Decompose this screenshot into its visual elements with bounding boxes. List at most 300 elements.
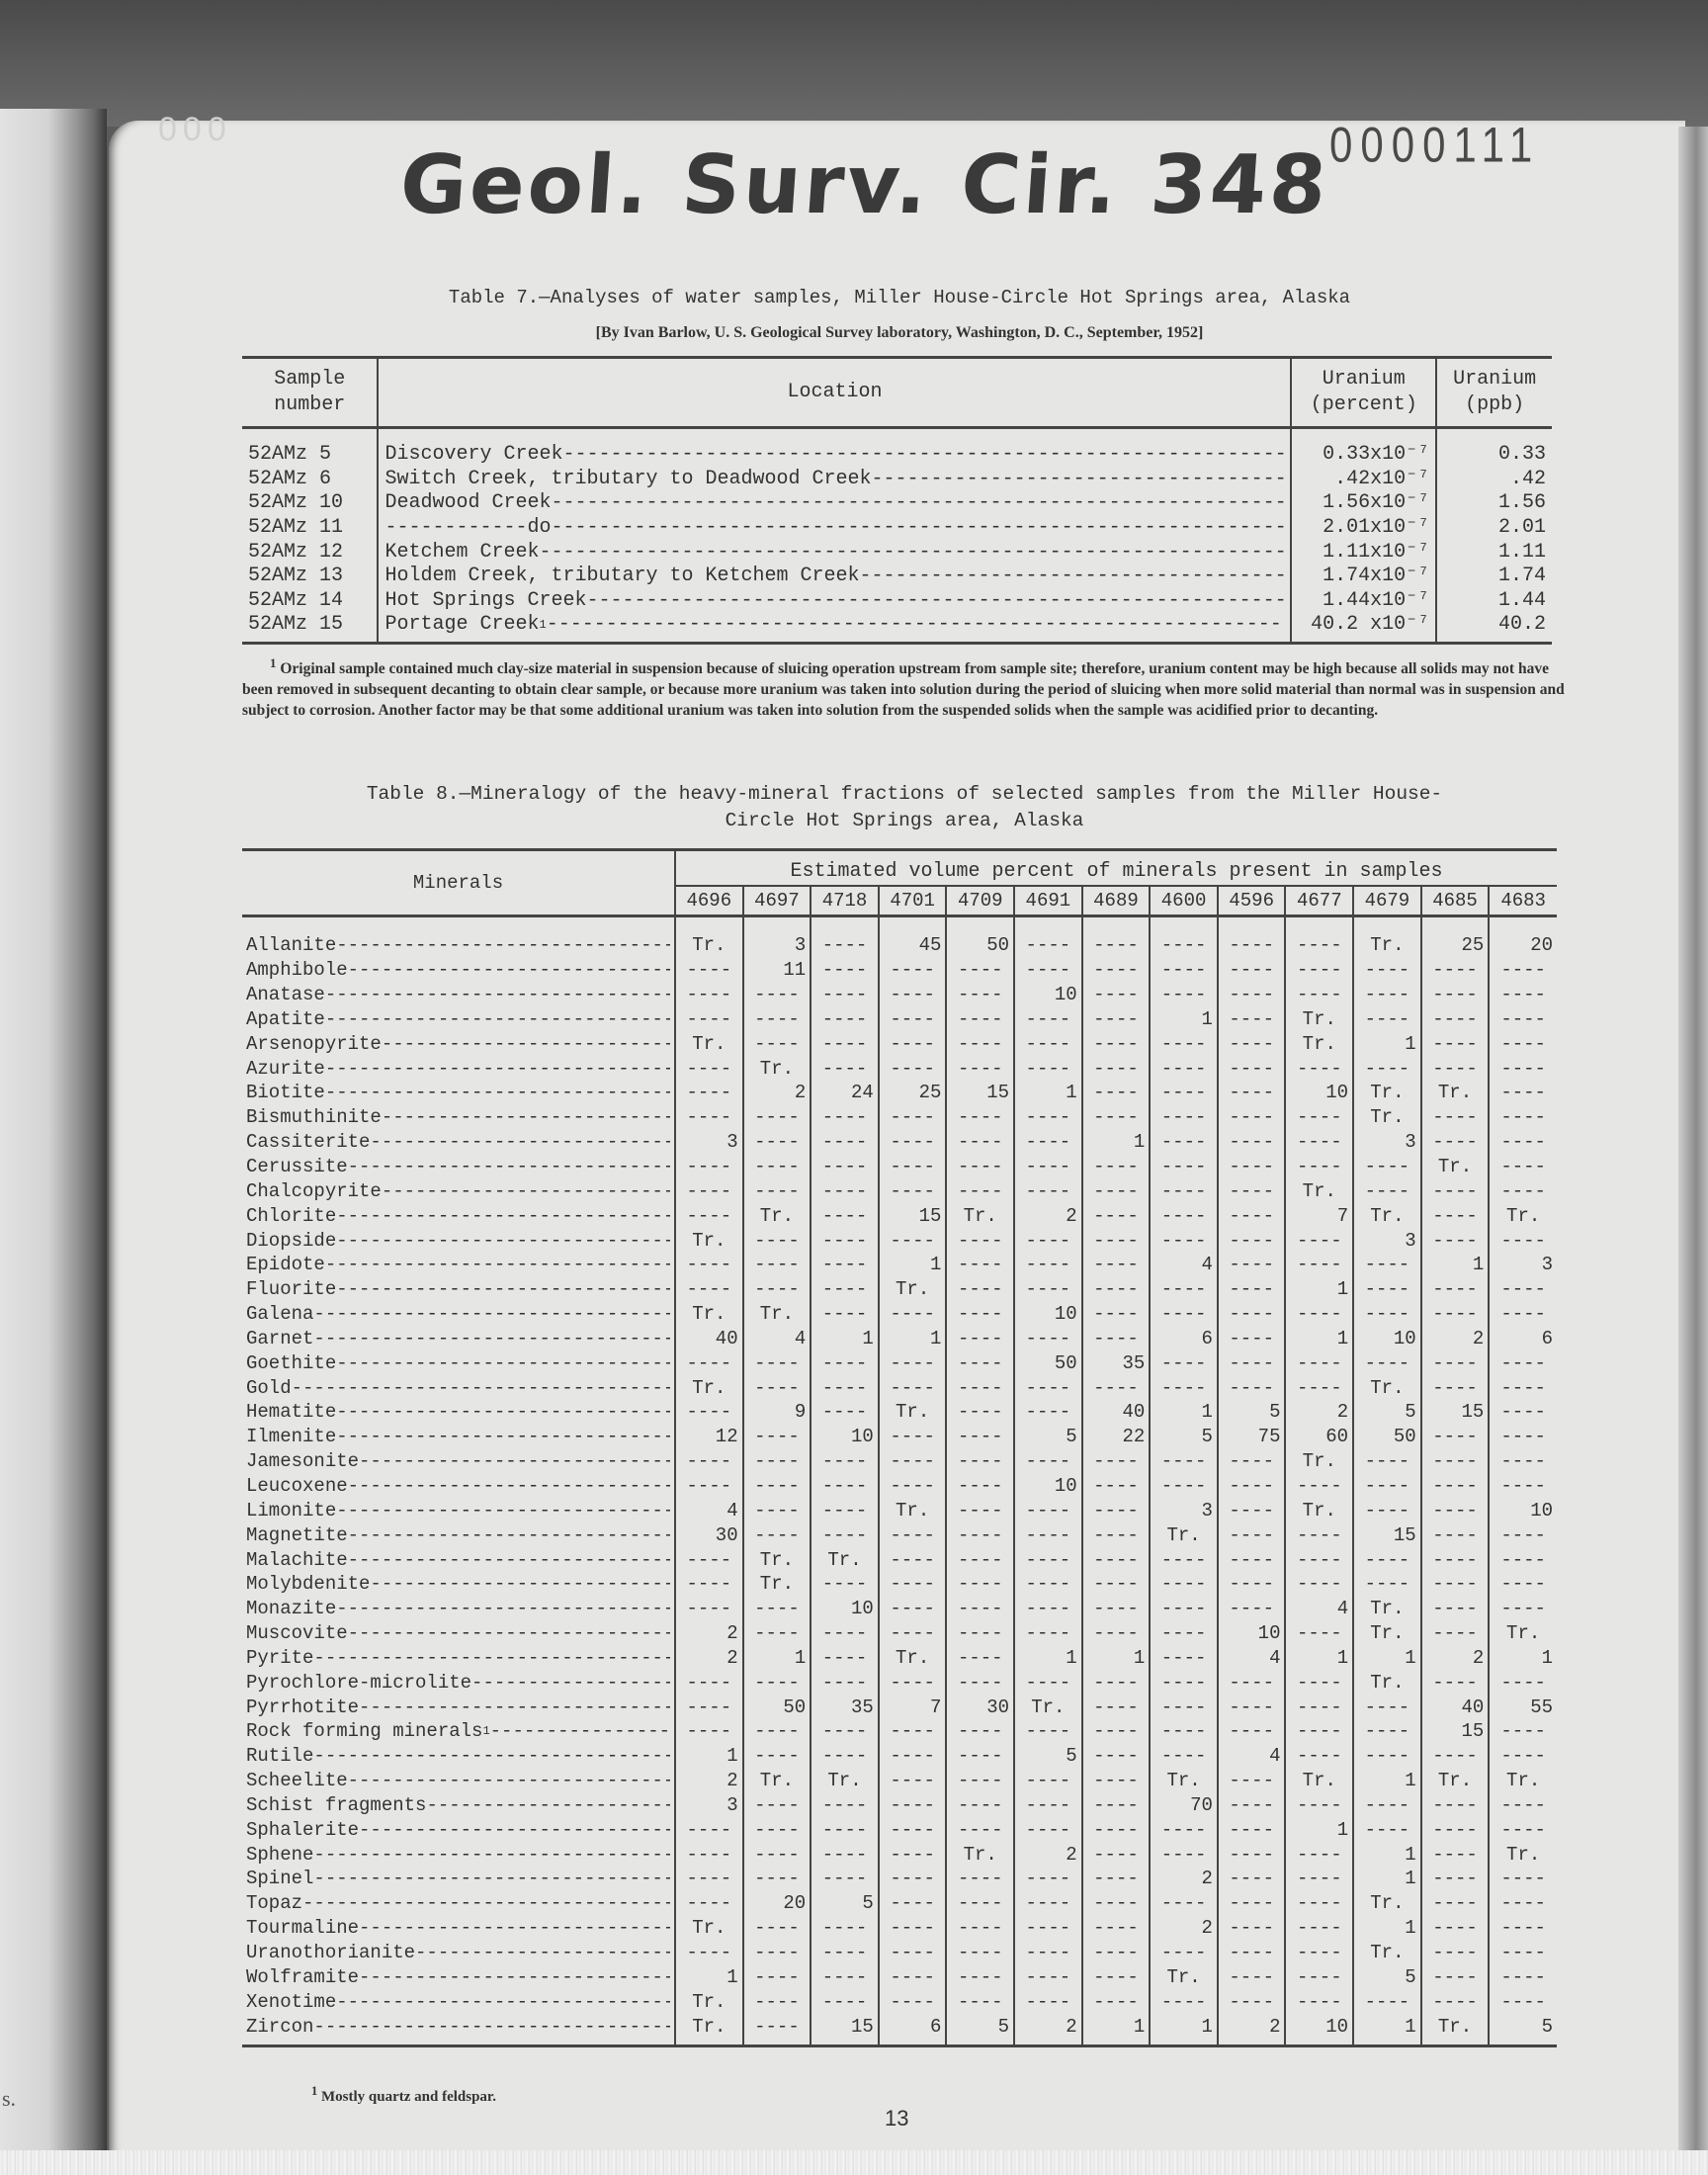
table7-row — [242, 540, 1552, 565]
uranium-percent-cell: 40.2 x10⁻⁷ — [1291, 613, 1436, 643]
volume-percent-cell: ---- — [1421, 1522, 1490, 1547]
mineral-name: Chlorite — [246, 1204, 337, 1227]
volume-percent-cell: 12 — [675, 1425, 743, 1449]
volume-percent-cell: ---- — [1014, 1817, 1082, 1842]
mineral-row — [242, 1867, 1557, 1891]
table8-title — [242, 781, 1567, 834]
volume-percent-cell: ---- — [1353, 1007, 1421, 1032]
volume-percent-cell: ---- — [946, 1817, 1014, 1842]
volume-percent-cell: ---- — [879, 1547, 947, 1572]
volume-percent-cell: Tr. — [1353, 1621, 1421, 1646]
volume-percent-cell: ---- — [743, 1105, 811, 1130]
sample-id-header: 4683 — [1489, 886, 1557, 916]
volume-percent-cell: ---- — [1082, 983, 1151, 1007]
volume-percent-cell: ---- — [675, 983, 743, 1007]
volume-percent-cell: 3 — [1489, 1253, 1557, 1277]
volume-percent-cell: ---- — [743, 1964, 811, 1989]
volume-percent-cell: ---- — [1489, 983, 1557, 1007]
volume-percent-cell: Tr. — [675, 1916, 743, 1941]
volume-percent-cell: 5 — [1353, 1964, 1421, 1989]
volume-percent-cell: ---- — [879, 1597, 947, 1621]
volume-percent-cell: ---- — [1150, 1081, 1218, 1105]
volume-percent-cell: ---- — [1082, 1941, 1151, 1965]
volume-percent-cell: ---- — [946, 1769, 1014, 1793]
volume-percent-cell: ---- — [675, 958, 743, 983]
volume-percent-cell: ---- — [1014, 916, 1082, 958]
volume-percent-cell: ---- — [1014, 1941, 1082, 1965]
volume-percent-cell: ---- — [1489, 1031, 1557, 1056]
volume-percent-cell: 10 — [1014, 983, 1082, 1007]
uranium-ppb-cell: 1.74 — [1436, 565, 1552, 589]
mineral-name: Gold — [246, 1376, 292, 1399]
location-text: ------------do — [384, 516, 552, 540]
volume-percent-cell: ---- — [946, 1155, 1014, 1179]
volume-percent-cell: 10 — [1489, 1498, 1557, 1522]
sample-number-cell: 52AMz 13 — [248, 565, 344, 588]
leader-dots — [325, 983, 670, 1006]
mineral-name-cell — [242, 1130, 675, 1155]
volume-percent-cell: ---- — [811, 1621, 879, 1646]
volume-percent-cell: ---- — [675, 1842, 743, 1867]
volume-percent-cell: ---- — [1218, 1597, 1286, 1621]
volume-percent-cell: ---- — [811, 1178, 879, 1203]
volume-percent-cell: ---- — [1489, 1670, 1557, 1695]
volume-percent-cell: ---- — [946, 1350, 1014, 1375]
volume-percent-cell: ---- — [1489, 1425, 1557, 1449]
volume-percent-cell: ---- — [1421, 1891, 1490, 1916]
volume-percent-cell: ---- — [1014, 1178, 1082, 1203]
mineral-name: Muscovite — [246, 1622, 348, 1645]
volume-percent-cell: 10 — [1285, 1081, 1353, 1105]
volume-percent-cell: ---- — [1014, 1547, 1082, 1572]
volume-percent-cell: ---- — [1014, 1989, 1082, 2014]
volume-percent-cell: ---- — [1218, 1178, 1286, 1203]
volume-percent-cell: ---- — [1150, 1474, 1218, 1499]
volume-percent-cell: ---- — [1150, 1228, 1218, 1253]
volume-percent-cell: ---- — [1285, 1228, 1353, 1253]
mineral-row — [242, 1130, 1557, 1155]
volume-percent-cell: Tr. — [1489, 1621, 1557, 1646]
mineral-row — [242, 1031, 1557, 1056]
volume-percent-cell: ---- — [1150, 983, 1218, 1007]
mineral-name: Xenotime — [246, 1990, 337, 2013]
volume-percent-cell: ---- — [1082, 1867, 1151, 1891]
mineral-name: Sphalerite — [246, 1818, 360, 1841]
leader-dots — [313, 2015, 670, 2039]
volume-percent-cell: 1 — [1285, 1817, 1353, 1842]
mineral-name: Epidote — [246, 1254, 325, 1276]
volume-percent-cell: ---- — [1150, 1056, 1218, 1081]
volume-percent-cell: 15 — [1353, 1522, 1421, 1547]
volume-percent-cell: ---- — [1218, 1375, 1286, 1400]
volume-percent-cell: ---- — [1353, 958, 1421, 983]
volume-percent-cell: Tr. — [675, 2014, 743, 2045]
volume-percent-cell: ---- — [946, 1007, 1014, 1032]
volume-percent-cell: ---- — [1218, 1105, 1286, 1130]
location-cell — [378, 468, 1291, 492]
volume-percent-cell: ---- — [675, 1178, 743, 1203]
volume-percent-cell: ---- — [811, 1941, 879, 1965]
volume-percent-cell: 1 — [1014, 1645, 1082, 1670]
volume-percent-cell: 1 — [1082, 1645, 1151, 1670]
mineral-name: Schist fragments — [246, 1793, 427, 1816]
volume-percent-cell: ---- — [1285, 1941, 1353, 1965]
volume-percent-cell: ---- — [675, 1056, 743, 1081]
volume-percent-cell: ---- — [1285, 1547, 1353, 1572]
volume-percent-cell: ---- — [1353, 1744, 1421, 1769]
volume-percent-cell: ---- — [811, 1572, 879, 1597]
mineral-name-cell — [242, 1056, 675, 1081]
volume-percent-cell: ---- — [879, 1449, 947, 1474]
leader-dots — [562, 443, 1284, 467]
mineral-name-cell — [242, 1498, 675, 1522]
volume-percent-cell: Tr. — [1353, 1891, 1421, 1916]
volume-percent-cell: ---- — [946, 1474, 1014, 1499]
mineral-row — [242, 1670, 1557, 1695]
volume-percent-cell: ---- — [1489, 1941, 1557, 1965]
volume-percent-cell: ---- — [1421, 1597, 1490, 1621]
volume-percent-cell: ---- — [879, 983, 947, 1007]
volume-percent-cell: ---- — [879, 1867, 947, 1891]
volume-percent-cell: 24 — [811, 1081, 879, 1105]
volume-percent-cell: Tr. — [1285, 1449, 1353, 1474]
mineral-name: Biotite — [246, 1082, 325, 1104]
volume-percent-cell: ---- — [1489, 1989, 1557, 2014]
scan-background-bottom — [0, 2150, 1708, 2175]
volume-percent-cell: ---- — [1489, 1375, 1557, 1400]
footnote-marker: 1 — [311, 2084, 318, 2098]
volume-percent-cell: ---- — [1218, 1081, 1286, 1105]
volume-percent-cell: ---- — [1082, 1964, 1151, 1989]
mineral-name: Galena — [246, 1303, 314, 1326]
sample-number-cell: 52AMz 14 — [248, 588, 344, 612]
volume-percent-cell: ---- — [879, 1155, 947, 1179]
table7-row — [242, 516, 1552, 541]
volume-percent-cell: 2 — [1014, 1842, 1082, 1867]
volume-percent-cell: Tr. — [675, 1031, 743, 1056]
volume-percent-cell: ---- — [1285, 1867, 1353, 1891]
volume-percent-cell: ---- — [1218, 1350, 1286, 1375]
volume-percent-cell: 1 — [1082, 1130, 1151, 1155]
volume-percent-cell: ---- — [675, 1597, 743, 1621]
volume-percent-cell: 3 — [743, 916, 811, 958]
volume-percent-cell: 22 — [1082, 1425, 1151, 1449]
uranium-ppb-cell: 40.2 — [1436, 613, 1552, 643]
mineral-name-cell — [242, 1769, 675, 1793]
volume-percent-cell: 1 — [743, 1645, 811, 1670]
volume-percent-cell: ---- — [1285, 1916, 1353, 1941]
volume-percent-cell: ---- — [879, 1375, 947, 1400]
volume-percent-cell: Tr. — [1150, 1522, 1218, 1547]
volume-percent-cell: ---- — [675, 1474, 743, 1499]
volume-percent-cell: ---- — [946, 983, 1014, 1007]
table7-body — [242, 428, 1552, 644]
volume-percent-cell: ---- — [811, 1031, 879, 1056]
volume-percent-cell: ---- — [1489, 1178, 1557, 1203]
volume-percent-cell: ---- — [1285, 1670, 1353, 1695]
mineral-row — [242, 1277, 1557, 1302]
volume-percent-cell: 6 — [1150, 1327, 1218, 1351]
leader-dots — [359, 1916, 670, 1940]
sample-id-header: 4685 — [1421, 886, 1490, 916]
footnote-text: Mostly quartz and feldspar. — [321, 2089, 496, 2105]
volume-percent-cell: ---- — [811, 1522, 879, 1547]
mineral-row — [242, 1989, 1557, 2014]
volume-percent-cell: ---- — [743, 1350, 811, 1375]
leader-dots — [490, 1719, 670, 1743]
volume-percent-cell: ---- — [1014, 1597, 1082, 1621]
sample-id-header: 4691 — [1014, 886, 1082, 916]
volume-percent-cell: ---- — [879, 958, 947, 983]
volume-percent-cell: Tr. — [1489, 1842, 1557, 1867]
volume-percent-cell: ---- — [946, 1916, 1014, 1941]
leader-dots — [325, 1007, 670, 1031]
sample-id-header: 4677 — [1285, 886, 1353, 916]
volume-percent-cell: ---- — [1014, 958, 1082, 983]
leader-dots — [370, 1130, 670, 1154]
volume-percent-cell: 1 — [1150, 1007, 1218, 1032]
volume-percent-cell: ---- — [675, 1350, 743, 1375]
leader-dots — [325, 1057, 670, 1081]
volume-percent-cell: 1 — [1082, 2014, 1151, 2045]
volume-percent-cell: ---- — [1218, 1155, 1286, 1179]
volume-percent-cell: ---- — [743, 1253, 811, 1277]
mineral-row — [242, 1155, 1557, 1179]
volume-percent-cell: 2 — [1014, 1203, 1082, 1228]
volume-percent-cell: ---- — [1150, 1621, 1218, 1646]
location-cell — [378, 540, 1291, 565]
volume-percent-cell: ---- — [879, 1964, 947, 1989]
volume-percent-cell: ---- — [1489, 1719, 1557, 1744]
mineral-name: Rock forming minerals — [246, 1720, 483, 1743]
volume-percent-cell: ---- — [1082, 1277, 1151, 1302]
leader-dots — [313, 1646, 670, 1670]
volume-percent-cell: ---- — [1150, 1178, 1218, 1203]
volume-percent-cell: ---- — [1421, 1178, 1490, 1203]
volume-percent-cell: 4 — [743, 1327, 811, 1351]
volume-percent-cell: 1 — [1353, 1031, 1421, 1056]
leader-dots — [359, 1818, 670, 1842]
footnote-ref: 1 — [539, 618, 547, 633]
volume-percent-cell: ---- — [879, 1769, 947, 1793]
volume-percent-cell: ---- — [946, 958, 1014, 983]
volume-percent-cell: ---- — [1082, 1203, 1151, 1228]
volume-percent-cell: Tr. — [946, 1203, 1014, 1228]
volume-percent-cell: ---- — [1150, 958, 1218, 983]
mineral-name: Tourmaline — [246, 1917, 360, 1940]
volume-percent-cell: ---- — [1353, 1572, 1421, 1597]
mineral-name: Apatite — [246, 1007, 325, 1030]
volume-percent-cell: ---- — [743, 983, 811, 1007]
mineral-row — [242, 1350, 1557, 1375]
mineral-row — [242, 2014, 1557, 2045]
volume-percent-cell: 2 — [1150, 1916, 1218, 1941]
volume-percent-cell: ---- — [1285, 1793, 1353, 1818]
mineral-name-cell — [242, 1105, 675, 1130]
volume-percent-cell: ---- — [675, 1941, 743, 1965]
table7-row — [242, 491, 1552, 516]
volume-percent-cell: ---- — [675, 1695, 743, 1719]
mineral-name-cell — [242, 1719, 675, 1744]
table7-row — [242, 613, 1552, 643]
volume-percent-cell: ---- — [811, 1817, 879, 1842]
volume-percent-cell: ---- — [946, 1253, 1014, 1277]
leader-dots — [348, 1548, 670, 1572]
volume-percent-cell: ---- — [1014, 1056, 1082, 1081]
volume-percent-cell: Tr. — [743, 1572, 811, 1597]
volume-percent-cell: ---- — [1285, 958, 1353, 983]
volume-percent-cell: Tr. — [1285, 1031, 1353, 1056]
location-cell — [378, 491, 1291, 516]
volume-percent-cell: ---- — [1421, 1793, 1490, 1818]
volume-percent-cell: ---- — [1353, 1350, 1421, 1375]
volume-percent-cell: ---- — [1150, 916, 1218, 958]
volume-percent-cell: ---- — [1218, 1769, 1286, 1793]
volume-percent-cell: ---- — [1421, 1302, 1490, 1327]
volume-percent-cell: ---- — [675, 1007, 743, 1032]
volume-percent-cell: ---- — [879, 1007, 947, 1032]
leader-dots — [348, 1155, 670, 1178]
volume-percent-cell: 15 — [879, 1203, 947, 1228]
volume-percent-cell: Tr. — [1421, 1769, 1490, 1793]
volume-percent-cell: 1 — [1353, 2014, 1421, 2045]
volume-percent-cell: ---- — [1489, 1964, 1557, 1989]
volume-percent-cell: ---- — [1082, 1621, 1151, 1646]
volume-percent-cell: 70 — [1150, 1793, 1218, 1818]
mineral-row — [242, 1769, 1557, 1793]
volume-percent-cell: ---- — [1421, 983, 1490, 1007]
volume-percent-cell: ---- — [1285, 1695, 1353, 1719]
mineral-name: Goethite — [246, 1351, 337, 1374]
volume-percent-cell: ---- — [879, 1302, 947, 1327]
volume-percent-cell: ---- — [675, 1203, 743, 1228]
mineral-name-cell — [242, 1645, 675, 1670]
sample-number-cell: 52AMz 10 — [248, 491, 344, 515]
leader-dots — [336, 1499, 670, 1522]
volume-percent-cell: Tr. — [743, 1302, 811, 1327]
volume-percent-cell: ---- — [743, 1621, 811, 1646]
leader-dots — [539, 541, 1284, 565]
uranium-percent-cell: 0.33x10⁻⁷ — [1291, 428, 1436, 468]
sample-id-header: 4600 — [1150, 886, 1218, 916]
volume-percent-cell: ---- — [1082, 1007, 1151, 1032]
volume-percent-cell: Tr. — [811, 1547, 879, 1572]
volume-percent-cell: ---- — [743, 1178, 811, 1203]
volume-percent-cell: 4 — [1218, 1744, 1286, 1769]
volume-percent-cell: ---- — [1218, 1842, 1286, 1867]
volume-percent-cell: ---- — [1218, 983, 1286, 1007]
volume-percent-cell: ---- — [1082, 1056, 1151, 1081]
table8-footnote — [311, 2084, 496, 2106]
volume-percent-cell: ---- — [946, 1498, 1014, 1522]
leader-dots — [313, 1744, 670, 1768]
volume-percent-cell: ---- — [1082, 1670, 1151, 1695]
mineral-name: Scheelite — [246, 1770, 348, 1792]
volume-percent-cell: ---- — [1421, 1989, 1490, 2014]
volume-percent-cell: 7 — [1285, 1203, 1353, 1228]
volume-percent-cell: ---- — [946, 1327, 1014, 1351]
volume-percent-cell: 20 — [743, 1891, 811, 1916]
mineral-name-cell — [242, 1744, 675, 1769]
volume-percent-cell: ---- — [1218, 1793, 1286, 1818]
leader-dots — [348, 1523, 670, 1547]
table7-row — [242, 565, 1552, 589]
col-header-uranium-ppb: Uranium (ppb) — [1436, 358, 1552, 428]
volume-percent-cell: ---- — [879, 1842, 947, 1867]
volume-percent-cell: 4 — [1218, 1645, 1286, 1670]
volume-percent-cell: ---- — [1150, 1891, 1218, 1916]
mineral-name-cell — [242, 1178, 675, 1203]
volume-percent-cell: ---- — [1082, 1105, 1151, 1130]
uranium-ppb-cell: 1.44 — [1436, 589, 1552, 614]
volume-percent-cell: ---- — [675, 1719, 743, 1744]
leader-dots — [336, 1990, 670, 2014]
volume-percent-cell: 1 — [675, 1744, 743, 1769]
volume-percent-cell: ---- — [1489, 1007, 1557, 1032]
volume-percent-cell: 45 — [879, 916, 947, 958]
volume-percent-cell: ---- — [1014, 1155, 1082, 1179]
volume-percent-cell: ---- — [675, 1547, 743, 1572]
leader-dots — [313, 1302, 670, 1326]
volume-percent-cell: 15 — [946, 1081, 1014, 1105]
mineral-name-cell — [242, 1867, 675, 1891]
volume-percent-cell: Tr. — [1353, 1375, 1421, 1400]
volume-percent-cell: ---- — [743, 1031, 811, 1056]
volume-percent-cell: 35 — [1082, 1350, 1151, 1375]
volume-percent-cell: ---- — [879, 1719, 947, 1744]
volume-percent-cell: ---- — [1218, 1695, 1286, 1719]
mineral-name: Limonite — [246, 1499, 337, 1522]
volume-percent-cell: ---- — [811, 983, 879, 1007]
volume-percent-cell: 5 — [1218, 1400, 1286, 1425]
volume-percent-cell: 1 — [811, 1327, 879, 1351]
volume-percent-cell: ---- — [1014, 1031, 1082, 1056]
volume-percent-cell: Tr. — [675, 1302, 743, 1327]
volume-percent-cell: ---- — [811, 1007, 879, 1032]
volume-percent-cell: Tr. — [1285, 1769, 1353, 1793]
volume-percent-cell: 6 — [879, 2014, 947, 2045]
mineral-name: Molybdenite — [246, 1573, 371, 1596]
volume-percent-cell: ---- — [1082, 1228, 1151, 1253]
leader-dots — [370, 1572, 670, 1596]
volume-percent-cell: ---- — [1421, 1867, 1490, 1891]
volume-percent-cell: ---- — [946, 1572, 1014, 1597]
volume-percent-cell: ---- — [743, 1228, 811, 1253]
mineral-name: Allanite — [246, 934, 337, 957]
location-cell — [378, 428, 1291, 468]
mineral-name-cell — [242, 1031, 675, 1056]
sample-id-header: 4701 — [879, 886, 947, 916]
leader-dots — [348, 1474, 670, 1498]
leader-dots — [336, 1277, 670, 1301]
volume-percent-cell: ---- — [811, 1916, 879, 1941]
table7-row — [242, 468, 1552, 492]
volume-percent-cell: ---- — [946, 1867, 1014, 1891]
volume-percent-cell: ---- — [811, 1350, 879, 1375]
mineral-name: Zircon — [246, 2015, 314, 2038]
volume-percent-cell: ---- — [1421, 1670, 1490, 1695]
volume-percent-cell: Tr. — [1285, 1498, 1353, 1522]
volume-percent-cell: ---- — [1082, 1522, 1151, 1547]
table7-subtitle: [By Ivan Barlow, U. S. Geological Survey laboratory, Washington, D. C., September, 1952] — [595, 324, 1204, 341]
volume-percent-cell: 2 — [1421, 1327, 1490, 1351]
uranium-ppb-cell: 2.01 — [1436, 516, 1552, 541]
mineral-name: Pyrochlore-microlite — [246, 1671, 472, 1694]
volume-percent-cell: ---- — [1218, 1130, 1286, 1155]
volume-percent-cell: ---- — [811, 1645, 879, 1670]
uranium-ppb-cell: 0.33 — [1436, 428, 1552, 468]
volume-percent-cell: ---- — [1014, 1891, 1082, 1916]
